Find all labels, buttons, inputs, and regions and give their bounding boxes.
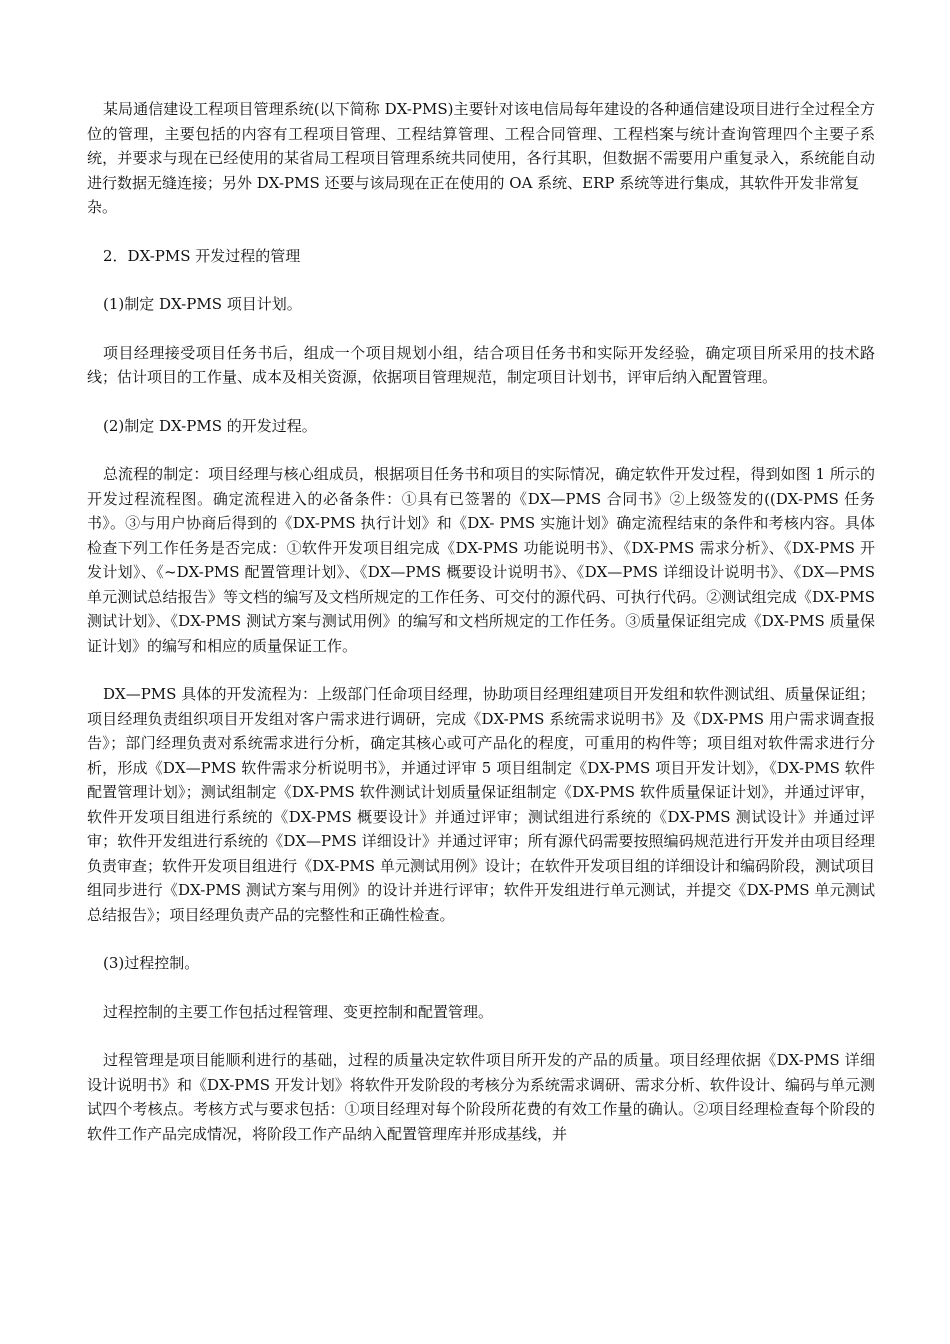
subheading-project-plan: (1)制定 DX-PMS 项目计划。 [103, 295, 302, 313]
paragraph-overall-flow: 总流程的制定：项目经理与核心组成员，根据项目任务书和项目的实际情况，确定软件开发过程，得到如图 1 所示的开发过程流程图。确定流程进入的必备条件：①具有已签署的《DX—PMS 合同书》②上级签发的((DX-PMS 任务书》。③与用户协商后得到的《DX-PMS 执行计划》和《DX- PMS 实施计划》确定流程结束的条件和考核内容。具体检查下列工作任务是否完成：①软件开发项目组完成《DX-PMS 功能说明书》、《DX-PMS 需求分析》、《DX-PMS 开发计划》、《~DX-PMS 配置管理计划》、《DX—PMS 概要设计说明书》、《DX—PMS 详细设计说明书》、《DX—PMS 单元测试总结报告》等文档的编写及文档所规定的工作任务、可交付的源代码、可执行代码。②测试组完成《DX-PMS 测试计划》、《DX-PMS 测试方案与测试用例》的编写和文档所规定的工作任务。③质量保证组完成《DX-PMS 质量保证计划》的编写和相应的质量保证工作。 [87, 465, 875, 655]
paragraph-intro-continuation: 杂。 [87, 198, 118, 216]
paragraph-process-management: 过程管理是项目能顺利进行的基础，过程的质量决定软件项目所开发的产品的质量。项目经理依据《DX-PMS 详细设计说明书》和《DX-PMS 开发计划》将软件开发阶段的考核分为系统需求调研、需求分析、软件设计、编码与单元测试四个考核点。考核方式与要求包括：①项目经理对每个阶段所花费的有效工作量的确认。②项目经理检查每个阶段的软件工作产品完成情况，将阶段工作产品纳入配置管理库并形成基线，并 [87, 1051, 875, 1143]
paragraph-dev-flow: DX—PMS 具体的开发流程为：上级部门任命项目经理，协助项目经理组建项目开发组和软件测试组、质量保证组；项目经理负责组织项目开发组对客户需求进行调研，完成《DX-PMS 系统需求说明书》及《DX-PMS 用户需求调查报告》；部门经理负责对系统需求进行分析，确定其核心或可产品化的程度，可重用的构件等；项目组对软件需求进行分析，形成《DX—PMS 软件需求分析说明书》，并通过评审 5 项目组制定《DX-PMS 项目开发计划》，《DX-PMS 软件配置管理计划》；测试组制定《DX-PMS 软件测试计划质量保证组制定《DX-PMS 软件质量保证计划》，并通过评审，软件开发项目组进行系统的《DX-PMS 概要设计》并通过评审；测试组进行系统的《DX-PMS 测试设计》并通过评审；软件开发组进行系统的《DX—PMS 详细设计》并通过评审；所有源代码需要按照编码规范进行开发并由项目经理负责审查；软件开发项目组进行《DX-PMS 单元测试用例》设计；在软件开发项目组的详细设计和编码阶段，测试项目组同步进行《DX-PMS 测试方案与用例》的设计并进行评审；软件开发组进行单元测试，并提交《DX-PMS 单元测试总结报告》；项目经理负责产品的完整性和正确性检查。 [87, 685, 875, 924]
paragraph-project-plan: 项目经理接受项目任务书后，组成一个项目规划小组，结合项目任务书和实际开发经验，确定项目所采用的技术路线；估计项目的工作量、成本及相关资源，依据项目管理规范，制定项目计划书，评审后纳入配置管理。 [87, 343, 875, 386]
paragraph-intro: 某局通信建设工程项目管理系统(以下简称 DX-PMS)主要针对该电信局每年建设的各种通信建设项目进行全过程全方位的管理，主要包括的内容有工程项目管理、工程结算管理、工程合同管理、工程档案与统计查询管理四个主要子系统，并要求与现在已经使用的某省局工程项目管理系统共同使用，各行其职，但数据不需要用户重复录入，系统能自动进行数据无缝连接；另外 DX-PMS 还要与该局现在正在使用的 OA 系统、ERP 系统等进行集成，其软件开发非常复 [87, 100, 875, 192]
document-body [87, 97, 875, 1170]
subheading-dev-process: (2)制定 DX-PMS 的开发过程。 [103, 416, 317, 435]
section-heading-2: 2．DX-PMS 开发过程的管理 [103, 246, 301, 265]
subheading-process-control: (3)过程控制。 [103, 954, 200, 972]
paragraph-process-control-summary: 过程控制的主要工作包括过程管理、变更控制和配置管理。 [103, 1002, 494, 1021]
